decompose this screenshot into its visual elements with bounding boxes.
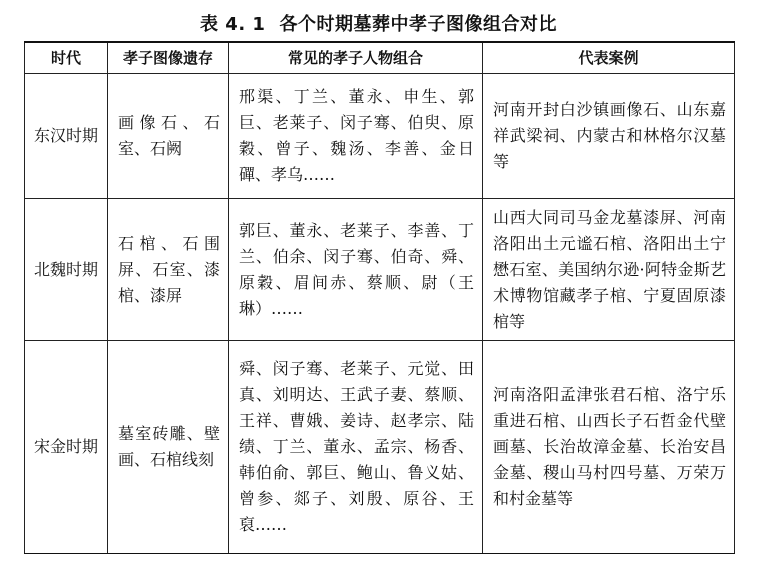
period-cell: 东汉时期 [25,74,108,199]
header-cases: 代表案例 [483,42,735,74]
figures-cell: 郭巨、董永、老莱子、李善、丁兰、伯余、闵子骞、伯奇、舜、原穀、眉间赤、蔡顺、尉（王琳）…… [229,199,483,341]
cases-cell: 山西大同司马金龙墓漆屏、河南洛阳出土元谧石棺、洛阳出土宁懋石室、美国纳尔逊·阿特金斯艺术博物馆藏孝子棺、宁夏固原漆棺等 [483,199,735,341]
period-cell: 北魏时期 [25,199,108,341]
table-row [25,74,735,199]
cases-cell: 河南洛阳孟津张君石棺、洛宁乐重进石棺、山西长子石哲金代壁画墓、长治故漳金墓、长治安昌金墓、稷山马村四号墓、万荣万和村金墓等 [483,341,735,554]
header-relics: 孝子图像遗存 [108,42,229,74]
figures-cell: 舜、闵子骞、老莱子、元觉、田真、刘明达、王武子妻、蔡顺、王祥、曹娥、姜诗、赵孝宗、陆绩、丁兰、董永、孟宗、杨香、韩伯俞、郭巨、鲍山、鲁义姑、曾参、郯子、刘殷、原谷、王裒…… [229,341,483,554]
table-row [25,341,735,554]
relics-cell: 画像石、石室、石阙 [108,74,229,199]
figures-cell: 邢渠、丁兰、董永、申生、郭巨、老莱子、闵子骞、伯臾、原穀、曾子、魏汤、李善、金日磾、孝乌…… [229,74,483,199]
cases-cell: 河南开封白沙镇画像石、山东嘉祥武梁祠、内蒙古和林格尔汉墓等 [483,74,735,199]
table-title [0,10,757,36]
relics-cell: 石棺、石围屏、石室、漆棺、漆屏 [108,199,229,341]
table-row [25,199,735,341]
period-cell: 宋金时期 [25,341,108,554]
comparison-table [24,41,735,554]
header-period: 时代 [25,42,108,74]
header-row [25,42,735,74]
header-figures: 常见的孝子人物组合 [229,42,483,74]
table-number: 表 4. 1 [200,14,266,35]
table-caption: 各个时期墓葬中孝子图像组合对比 [279,14,557,35]
relics-cell: 墓室砖雕、壁画、石棺线刻 [108,341,229,554]
